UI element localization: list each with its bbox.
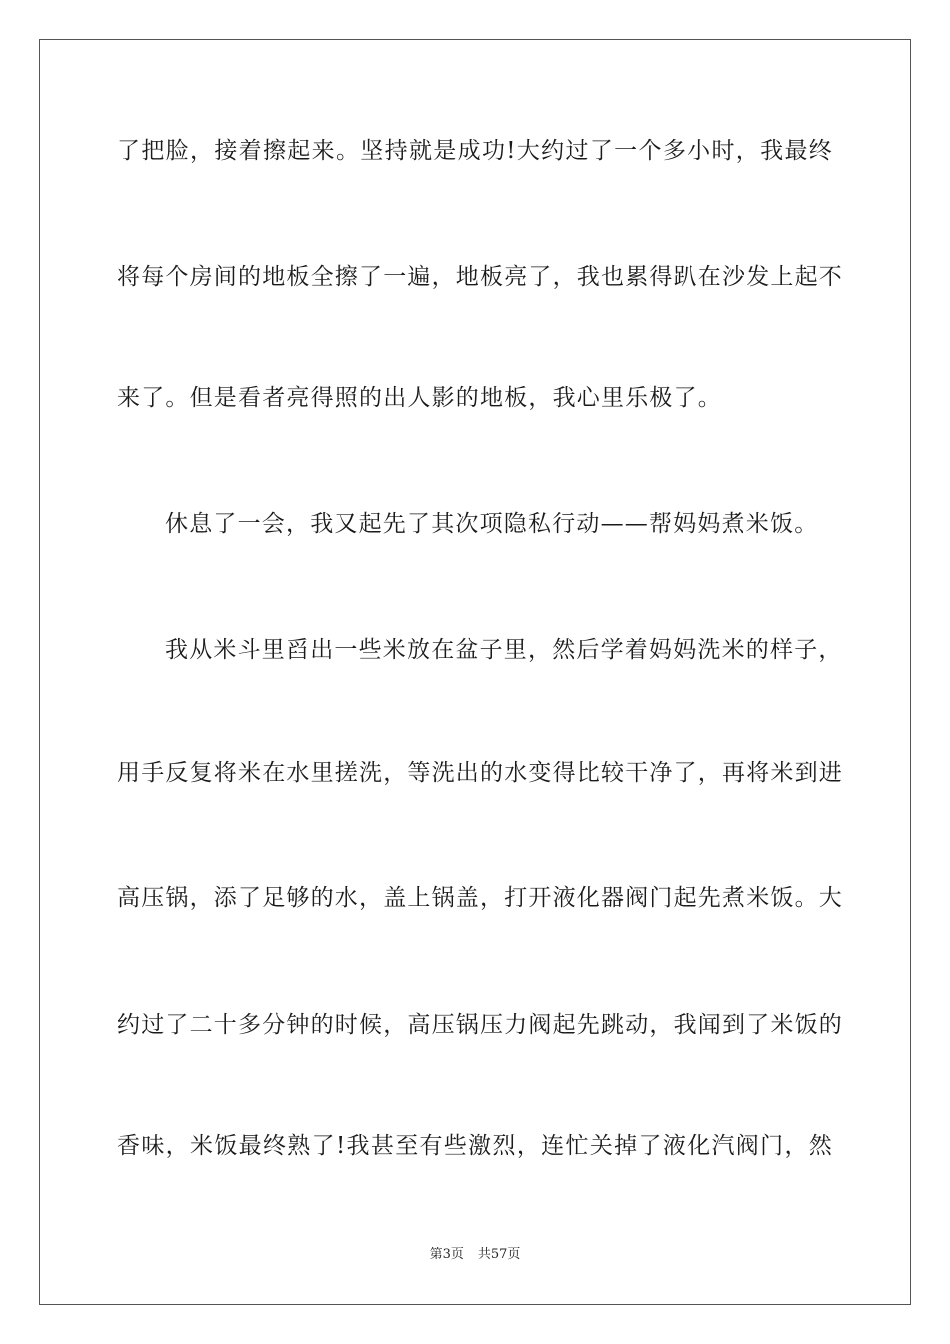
page-border xyxy=(39,39,911,1305)
page-number: 第3页 xyxy=(429,1247,464,1262)
text-line-5: 我从米斗里舀出一些米放在盆子里，然后学着妈妈洗米的样子， xyxy=(165,637,843,663)
page-footer xyxy=(0,1246,950,1264)
text-line-2: 将每个房间的地板全擦了一遍，地板亮了，我也累得趴在沙发上起不 xyxy=(117,264,843,290)
total-pages: 共57页 xyxy=(477,1247,521,1262)
text-line-8: 约过了二十多分钟的时候，高压锅压力阀起先跳动，我闻到了米饭的 xyxy=(117,1012,843,1038)
text-line-3: 来了。但是看者亮得照的出人影的地板，我心里乐极了。 xyxy=(117,385,722,411)
text-line-1: 了把脸，接着擦起来。坚持就是成功!大约过了一个多小时，我最终 xyxy=(117,138,833,164)
text-line-7: 高压锅，添了足够的水，盖上锅盖，打开液化器阀门起先煮米饭。大 xyxy=(117,885,843,911)
text-line-6: 用手反复将米在水里搓洗，等洗出的水变得比较干净了，再将米到进 xyxy=(117,760,843,786)
text-line-4: 休息了一会，我又起先了其次项隐私行动——帮妈妈煮米饭。 xyxy=(165,511,819,537)
text-line-9: 香味，米饭最终熟了!我甚至有些激烈，连忙关掉了液化汽阀门，然 xyxy=(117,1133,833,1159)
